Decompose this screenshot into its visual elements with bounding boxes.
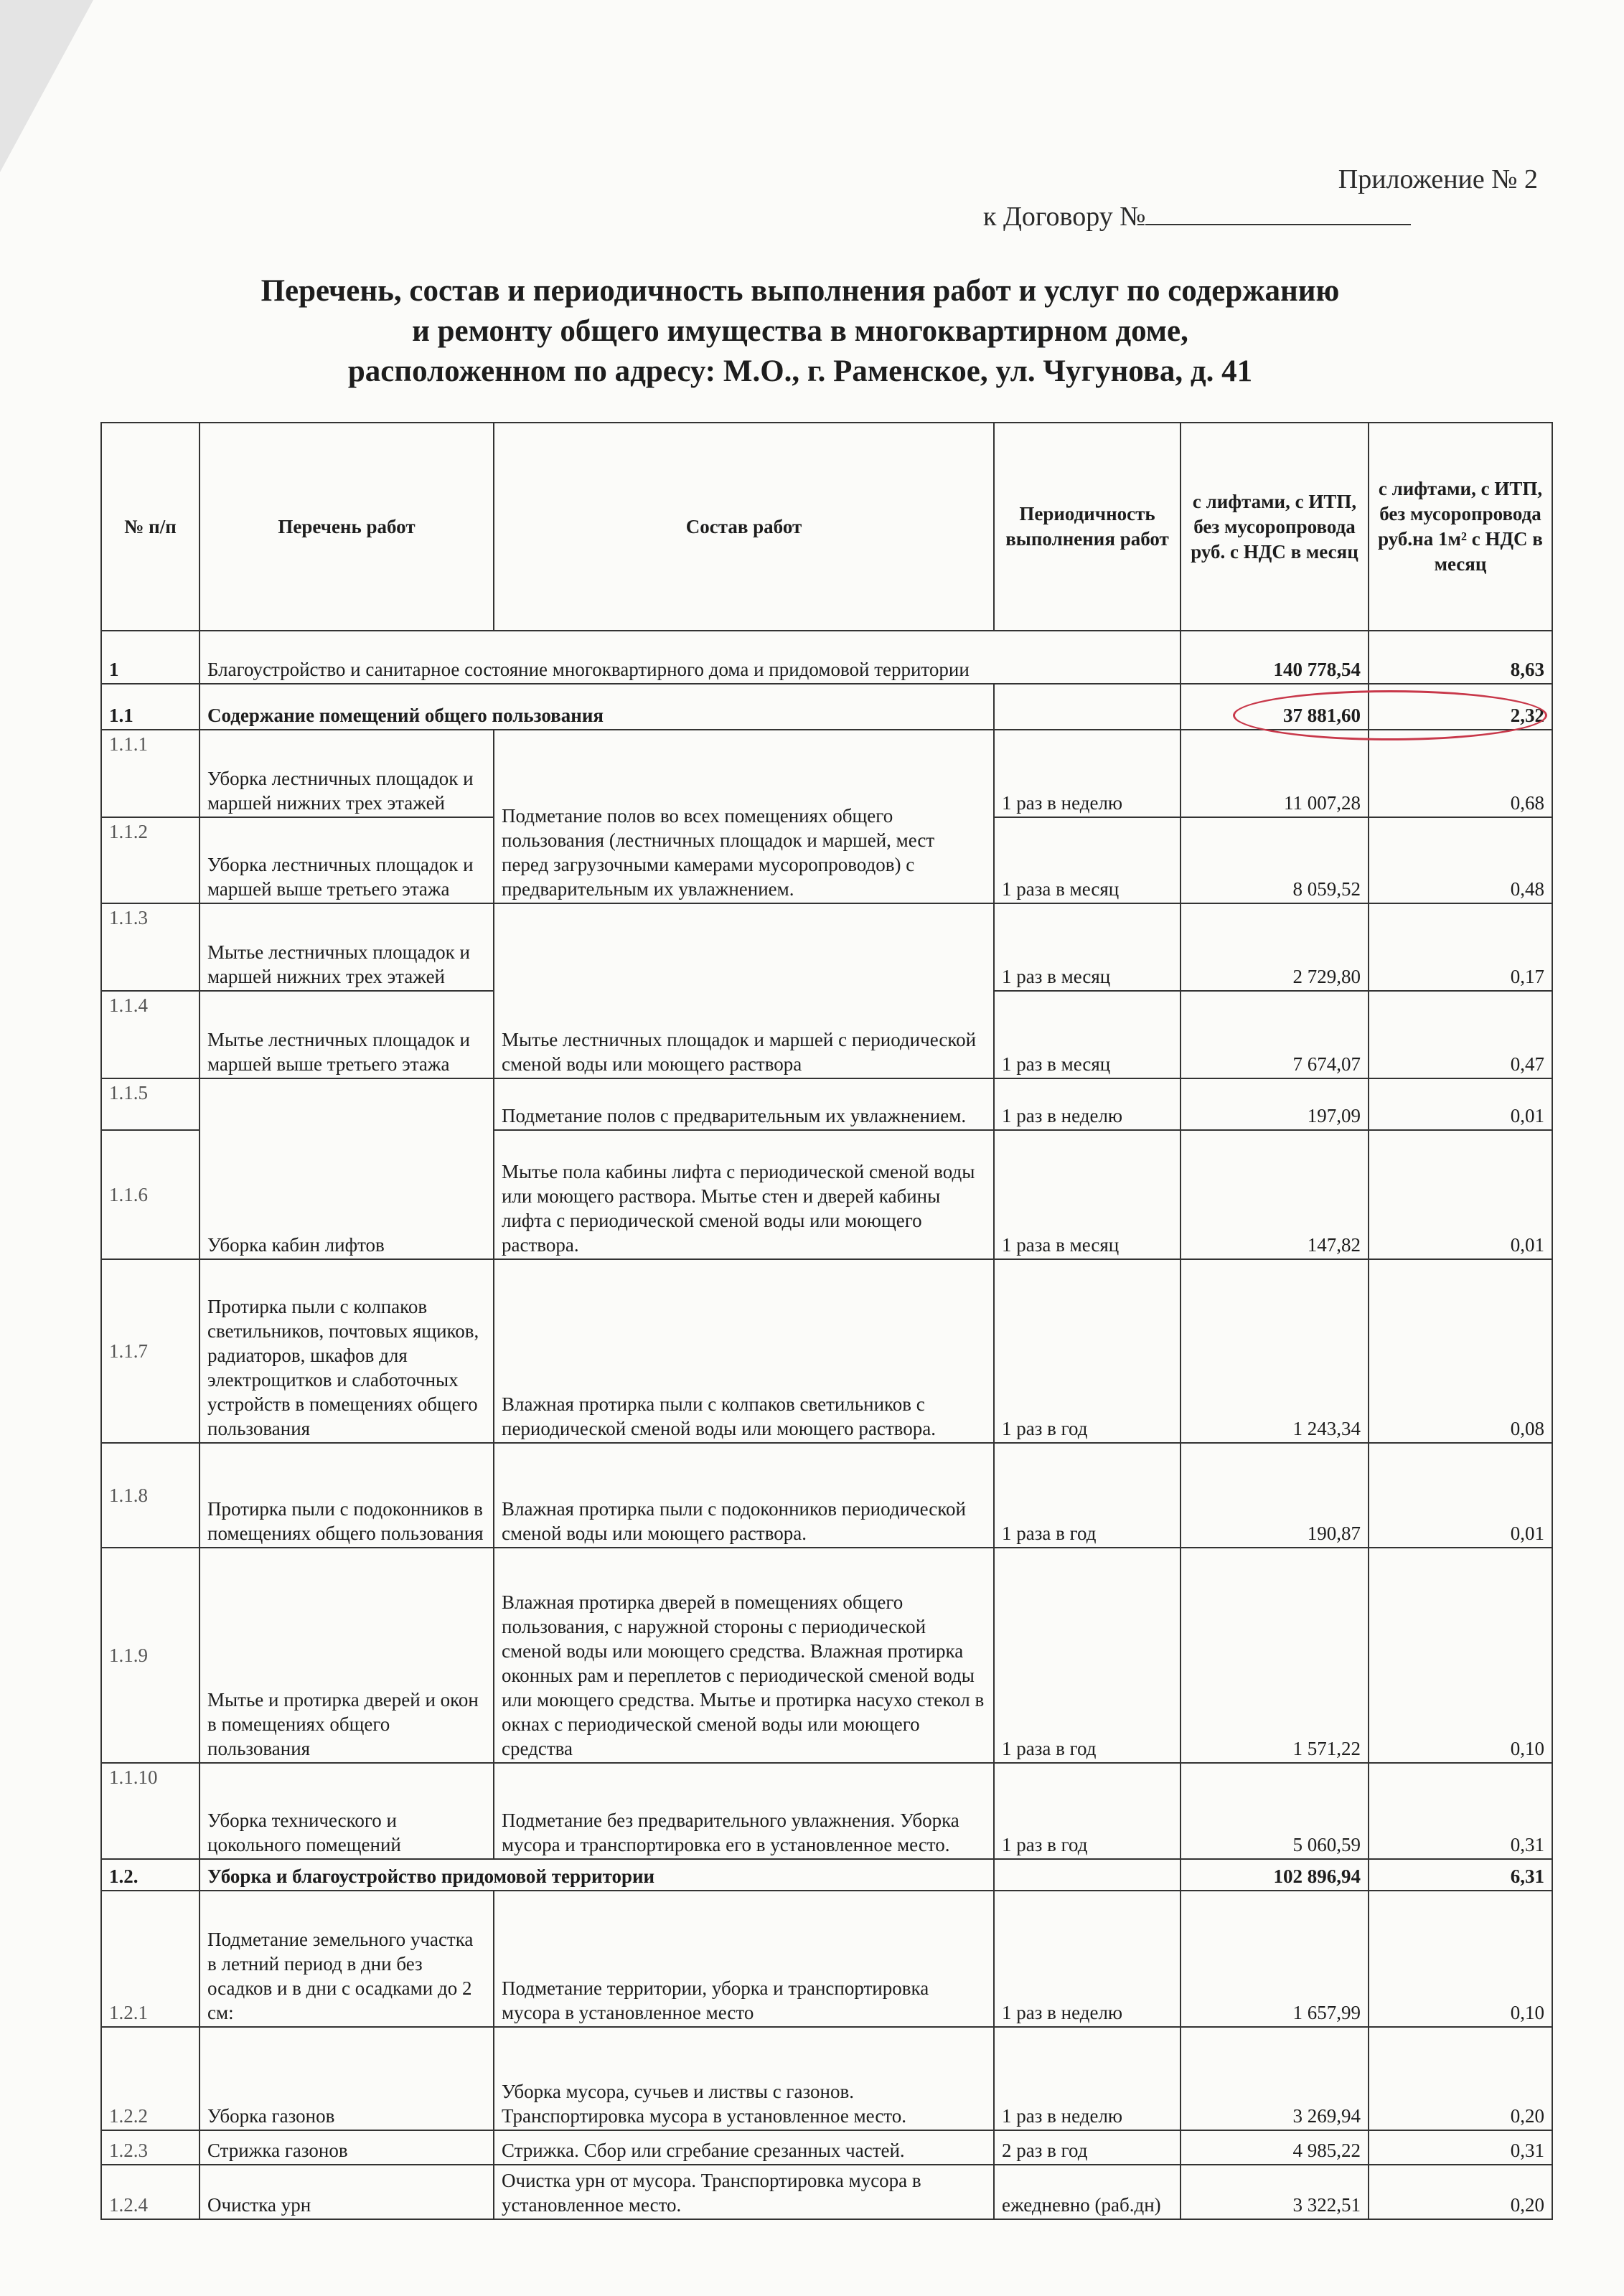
table-row [101,1763,1552,1859]
section-name: Содержание помещений общего пользования [200,684,994,730]
section-period-empty [994,684,1181,730]
row-content: Влажная протирка пыли с колпаков светильников с периодической сменой воды или моющего раствора. [494,1259,994,1443]
row-cost-m2: 0,31 [1369,2130,1552,2165]
title-line-3: расположенном по адресу: М.О., г. Раменское, ул. Чугунова, д. 41 [347,354,1253,388]
row-num: 1.1.1 [101,730,200,817]
row-name: Уборка лестничных площадок и маршей выше третьего этажа [200,817,494,903]
table-row [101,1548,1552,1763]
row-cost-m2: 0,01 [1369,1443,1552,1548]
section-period-empty [994,1859,1181,1891]
row-num: 1.1.6 [101,1130,200,1259]
row-name: Мытье лестничных площадок и маршей нижних трех этажей [200,903,494,991]
row-cost: 2 729,80 [1181,903,1369,991]
row-cost-m2: 0,31 [1369,1763,1552,1859]
row-period: 1 раз в год [994,1259,1181,1443]
section-num: 1.2. [101,1859,200,1891]
table-row [101,1078,1552,1130]
row-name: Протирка пыли с подоконников в помещениях общего пользования [200,1443,494,1548]
table-row [101,2027,1552,2130]
table-row [101,2165,1552,2219]
title-line-2: и ремонту общего имущества в многоквартирном доме, [412,314,1188,348]
row-period: 1 раз в неделю [994,730,1181,817]
section-row [101,1859,1552,1891]
row-cost-m2: 0,01 [1369,1078,1552,1130]
row-num: 1.1.10 [101,1763,200,1859]
row-content: Подметание территории, уборка и транспортировка мусора в установленное место [494,1891,994,2027]
row-cost-m2: 0,68 [1369,730,1552,817]
row-period: 1 раза в год [994,1443,1181,1548]
row-cost: 147,82 [1181,1130,1369,1259]
header-cost-m2: с лифтами, с ИТП, без мусоропровода руб.на 1м² с НДС в месяц [1369,423,1552,631]
header-cost-month: с лифтами, с ИТП, без мусоропровода руб. с НДС в месяц [1181,423,1369,631]
row-cost: 8 059,52 [1181,817,1369,903]
row-cost: 3 322,51 [1181,2165,1369,2219]
header-period: Периодичность выполнения работ [994,423,1181,631]
row-num: 1.1.5 [101,1078,200,1130]
row-num: 1.1.8 [101,1443,200,1548]
document-title [72,271,1529,392]
section-total: 37 881,60 [1181,684,1369,730]
row-cost-m2: 0,10 [1369,1891,1552,2027]
row-name: Очистка урн [200,2165,494,2219]
contract-label: к Договору № [983,202,1146,232]
row-content: Влажная протирка дверей в помещениях общего пользования, с наружной стороны с периодической сменой воды или моющего средства. Влажная протирка оконных рам и переплетов с периодической сменой воды или моющего средства. Мытье и протирка насухо стекол в окнах с периодической сменой воды или моющего средства [494,1548,994,1763]
row-num: 1.2.4 [101,2165,200,2219]
row-name: Уборка газонов [200,2027,494,2130]
row-period: 1 раза в год [994,1548,1181,1763]
row-period: 1 раза в месяц [994,1130,1181,1259]
row-period: 1 раз в год [994,1763,1181,1859]
table-row [101,1443,1552,1548]
row-cost: 11 007,28 [1181,730,1369,817]
row-name: Стрижка газонов [200,2130,494,2165]
row-cost-m2: 0,10 [1369,1548,1552,1763]
row-cost: 1 243,34 [1181,1259,1369,1443]
appendix-label: Приложение № 2 [1338,164,1538,194]
header-num: № п/п [101,423,200,631]
table-row [101,2130,1552,2165]
row-cost: 5 060,59 [1181,1763,1369,1859]
row-name: Протирка пыли с колпаков светильников, почтовых ящиков, радиаторов, шкафов для электрощитков и слаботочных устройств в помещениях общего пользования [200,1259,494,1443]
row-cost: 197,09 [1181,1078,1369,1130]
row-period: 1 раз в неделю [994,1078,1181,1130]
page-corner-fold [0,0,93,172]
highlight-oval [1233,690,1547,740]
row-content: Мытье лестничных площадок и маршей с периодической сменой воды или моющего раствора [494,903,994,1078]
table-header-row [101,423,1552,631]
contract-number-blank [1145,202,1411,225]
contract-ref [983,201,1411,232]
section-num: 1.1 [101,684,200,730]
header-content: Состав работ [494,423,994,631]
section-name: Уборка и благоустройство придомовой территории [200,1859,994,1891]
row-cost: 1 571,22 [1181,1548,1369,1763]
table-row [101,1259,1552,1443]
row-period: 1 раза в месяц [994,817,1181,903]
row-num: 1.1.3 [101,903,200,991]
header-works: Перечень работ [200,423,494,631]
table-row [101,1891,1552,2027]
row-cost-m2: 0,17 [1369,903,1552,991]
row-num: 1.1.4 [101,991,200,1078]
row-name: Уборка кабин лифтов [200,1078,494,1259]
row-num: 1.1.2 [101,817,200,903]
row-period: ежедневно (раб.дн) [994,2165,1181,2219]
row-period: 1 раз в месяц [994,903,1181,991]
row-content: Подметание полов с предварительным их увлажнением. [494,1078,994,1130]
row-cost-m2: 0,20 [1369,2165,1552,2219]
table-row [101,903,1552,991]
title-line-1: Перечень, состав и периодичность выполнения работ и услуг по содержанию [261,274,1340,308]
row-name: Уборка технического и цокольного помещений [200,1763,494,1859]
table-row [101,730,1552,817]
row-period: 1 раз в месяц [994,991,1181,1078]
row-num: 1.2.3 [101,2130,200,2165]
row-name: Мытье и протирка дверей и окон в помещениях общего пользования [200,1548,494,1763]
row-num: 1.2.1 [101,1891,200,2027]
row-num: 1.1.7 [101,1259,200,1443]
row-period: 2 раз в год [994,2130,1181,2165]
row-cost: 7 674,07 [1181,991,1369,1078]
row-period: 1 раз в неделю [994,2027,1181,2130]
row-cost-m2: 0,20 [1369,2027,1552,2130]
section-per-m2: 6,31 [1369,1859,1552,1891]
section-per-m2: 2,32 [1369,684,1552,730]
row-cost-m2: 0,01 [1369,1130,1552,1259]
section-total: 102 896,94 [1181,1859,1369,1891]
row-cost: 3 269,94 [1181,2027,1369,2130]
section-row [101,631,1552,684]
row-content: Подметание без предварительного увлажнения. Уборка мусора и транспортировка его в установленное место. [494,1763,994,1859]
section-num: 1 [101,631,200,684]
row-name: Подметание земельного участка в летний период в дни без осадков и в дни с осадками до 2 см: [200,1891,494,2027]
section-name: Благоустройство и санитарное состояние многоквартирного дома и придомовой территории [200,631,1181,684]
row-cost: 190,87 [1181,1443,1369,1548]
row-content: Подметание полов во всех помещениях общего пользования (лестничных площадок и маршей, мест перед загрузочными камерами мусоропроводов) с предварительным их увлажнением. [494,730,994,903]
row-content: Очистка урн от мусора. Транспортировка мусора в установленное место. [494,2165,994,2219]
row-name: Уборка лестничных площадок и маршей нижних трех этажей [200,730,494,817]
section-per-m2: 8,63 [1369,631,1552,684]
row-cost-m2: 0,48 [1369,817,1552,903]
row-num: 1.2.2 [101,2027,200,2130]
row-content: Уборка мусора, сучьев и листвы с газонов. Транспортировка мусора в установленное место. [494,2027,994,2130]
section-total: 140 778,54 [1181,631,1369,684]
row-num: 1.1.9 [101,1548,200,1763]
row-cost-m2: 0,47 [1369,991,1552,1078]
row-content: Стрижка. Сбор или сгребание срезанных частей. [494,2130,994,2165]
row-cost: 1 657,99 [1181,1891,1369,2027]
row-content: Мытье пола кабины лифта с периодической сменой воды или моющего раствора. Мытье стен и дверей кабины лифта с периодической сменой воды или моющего раствора. [494,1130,994,1259]
row-cost: 4 985,22 [1181,2130,1369,2165]
row-name: Мытье лестничных площадок и маршей выше третьего этажа [200,991,494,1078]
row-period: 1 раз в неделю [994,1891,1181,2027]
row-cost-m2: 0,08 [1369,1259,1552,1443]
row-content: Влажная протирка пыли с подоконников периодической сменой воды или моющего раствора. [494,1443,994,1548]
